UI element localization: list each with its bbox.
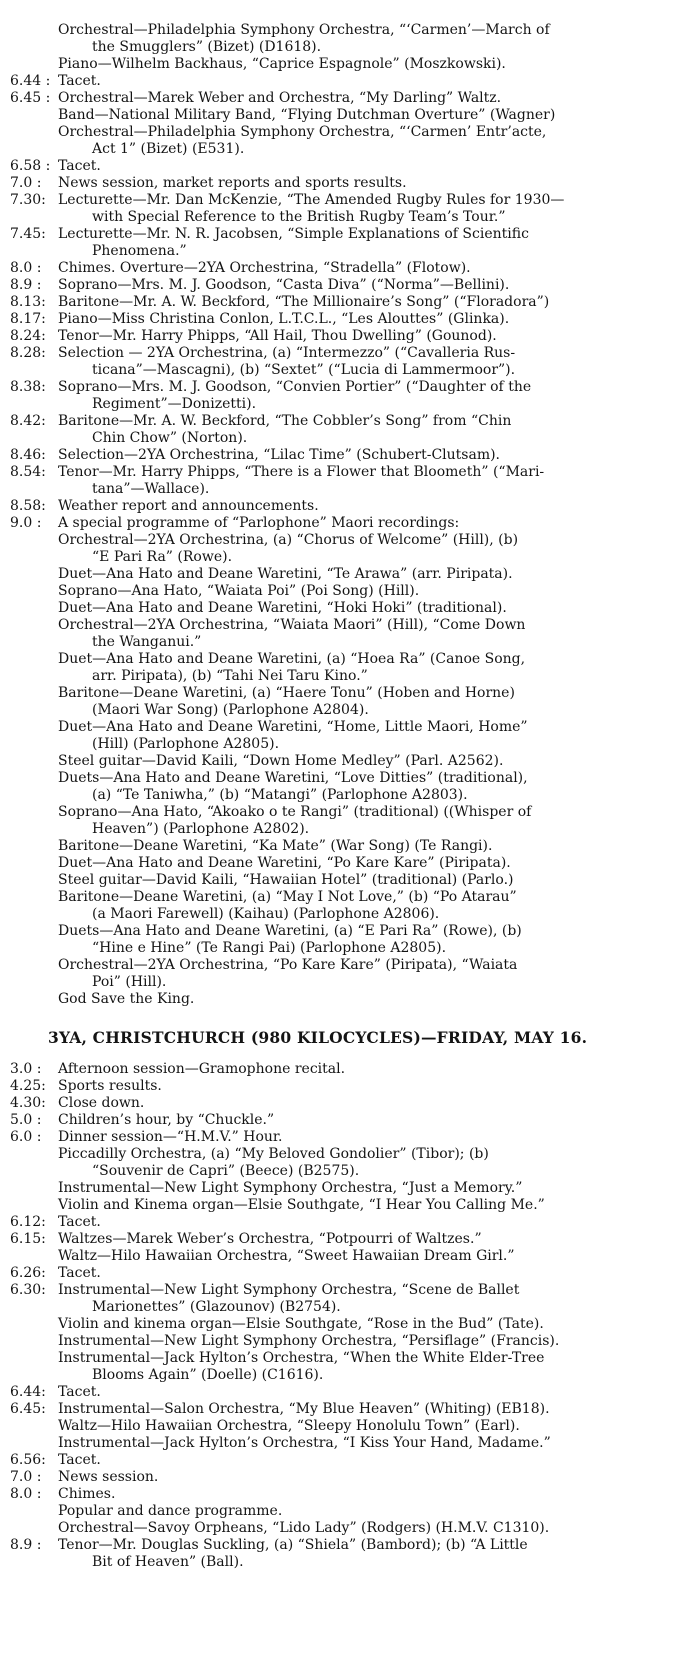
programme-line: Tacet.	[58, 1452, 101, 1468]
programme-line: Duet—Ana Hato and Deane Waretini, “Hoki Hoki” (traditional).	[58, 600, 507, 616]
time-label: 4.30:	[10, 1095, 46, 1111]
programme-line: “Hine e Hine” (Te Rangi Pai) (Parlophone A2805).	[92, 940, 447, 956]
programme-3ya	[10, 1061, 690, 1571]
time-label: 8.0 :	[10, 1486, 42, 1502]
programme-line: Selection—2YA Orchestrina, “Lilac Time” (Schubert-Clutsam).	[58, 447, 501, 463]
schedule-entry	[10, 90, 690, 158]
programme-line: Children’s hour, by “Chuckle.”	[58, 1112, 275, 1128]
programme-line: Chimes. Overture—2YA Orchestrina, “Stradella” (Flotow).	[58, 260, 471, 276]
programme-line: Bit of Heaven” (Ball).	[92, 1554, 244, 1570]
time-label: 6.45:	[10, 1401, 46, 1417]
programme-line: Instrumental—Jack Hylton’s Orchestra, “I Kiss Your Hand, Madame.”	[58, 1435, 551, 1451]
programme-line: Afternoon session—Gramophone recital.	[58, 1061, 346, 1077]
programme-line: Regiment”—Donizetti).	[92, 396, 257, 412]
schedule-entry	[10, 464, 690, 498]
schedule-entry	[10, 1112, 690, 1129]
programme-line: Instrumental—New Light Symphony Orchestra, “Persiflage” (Francis).	[58, 1333, 560, 1349]
schedule-entry	[10, 311, 690, 328]
programme-line: News session, market reports and sports results.	[58, 175, 407, 191]
schedule-entry	[10, 175, 690, 192]
programme-line: Baritone—Deane Waretini, (a) “Haere Tonu” (Hoben and Horne)	[58, 685, 515, 701]
programme-line: Waltz—Hilo Hawaiian Orchestra, “Sweet Hawaiian Dream Girl.”	[58, 1248, 515, 1264]
programme-line: Orchestral—Marek Weber and Orchestra, “My Darling” Waltz.	[58, 90, 502, 106]
time-label: 8.9 :	[10, 1537, 42, 1553]
programme-line: Soprano—Mrs. M. J. Goodson, “Convien Portier” (“Daughter of the	[58, 379, 532, 395]
programme-line: “Souvenir de Capri” (Beece) (B2575).	[92, 1163, 360, 1179]
time-label: 7.0 :	[10, 175, 42, 191]
programme-line: the Smugglers” (Bizet) (D1618).	[92, 39, 322, 55]
time-label: 6.56:	[10, 1452, 46, 1468]
schedule-entry	[10, 1401, 690, 1452]
schedule-entry	[10, 158, 690, 175]
programme-line: Waltz—Hilo Hawaiian Orchestra, “Sleepy Honolulu Town” (Earl).	[58, 1418, 520, 1434]
schedule-entry	[10, 1231, 690, 1265]
programme-line: Tacet.	[58, 1265, 101, 1281]
programme-line: Instrumental—Salon Orchestra, “My Blue Heaven” (Whiting) (EB18).	[58, 1401, 550, 1417]
time-label: 6.44 :	[10, 73, 51, 89]
programme-line: Duet—Ana Hato and Deane Waretini, (a) “Hoea Ra” (Canoe Song,	[58, 651, 526, 667]
time-label: 8.42:	[10, 413, 46, 429]
schedule-entry	[10, 294, 690, 311]
station-heading-3ya: 3YA, CHRISTCHURCH (980 KILOCYCLES)—FRIDAY, MAY 16.	[48, 1028, 588, 1047]
schedule-entry	[10, 345, 690, 379]
time-label: 8.24:	[10, 328, 46, 344]
programme-line: the Wanganui.”	[92, 634, 202, 650]
schedule-entry	[10, 379, 690, 413]
programme-line: Tenor—Mr. Harry Phipps, “There is a Flower that Bloometh” (“Mari-	[58, 464, 545, 480]
schedule-entry	[10, 1095, 690, 1112]
programme-line: Instrumental—New Light Symphony Orchestra, “Scene de Ballet	[58, 1282, 520, 1298]
programme-line: Duet—Ana Hato and Deane Waretini, “Po Kare Kare” (Piripata).	[58, 855, 511, 871]
programme-line: Sports results.	[58, 1078, 162, 1094]
programme-line: News session.	[58, 1469, 159, 1485]
schedule-entry	[10, 260, 690, 277]
time-label: 6.15:	[10, 1231, 46, 1247]
programme-line: (a Maori Farewell) (Kaihau) (Parlophone A2806).	[92, 906, 440, 922]
schedule-entry	[10, 1537, 690, 1571]
programme-line: Tacet.	[58, 1384, 101, 1400]
schedule-entry	[10, 498, 690, 515]
programme-line: Chimes.	[58, 1486, 116, 1502]
programme-line: Tacet.	[58, 1214, 101, 1230]
time-label: 3.0 :	[10, 1061, 42, 1077]
time-label: 9.0 :	[10, 515, 42, 531]
time-label: 4.25:	[10, 1078, 46, 1094]
programme-line: Piano—Wilhelm Backhaus, “Caprice Espagnole” (Moszkowski).	[58, 56, 506, 72]
schedule-entry	[10, 192, 690, 226]
programme-line: Soprano—Ana Hato, “Waiata Poi” (Poi Song) (Hill).	[58, 583, 420, 599]
schedule-entry	[10, 1486, 690, 1537]
schedule-entry	[10, 1469, 690, 1486]
time-label: 7.30:	[10, 192, 46, 208]
programme-line: Selection — 2YA Orchestrina, (a) “Intermezzo” (“Cavalleria Rus-	[58, 345, 516, 361]
programme-line: Tacet.	[58, 158, 101, 174]
schedule-entry	[10, 1214, 690, 1231]
time-label: 6.45 :	[10, 90, 51, 106]
time-label: 6.58 :	[10, 158, 51, 174]
programme-line: Close down.	[58, 1095, 145, 1111]
programme-line: Steel guitar—David Kaili, “Hawaiian Hotel” (traditional) (Parlo.)	[58, 872, 514, 888]
programme-line: Marionettes” (Glazounov) (B2754).	[92, 1299, 341, 1315]
programme-line: Tenor—Mr. Harry Phipps, “All Hail, Thou Dwelling” (Gounod).	[58, 328, 497, 344]
programme-line: Duets—Ana Hato and Deane Waretini, (a) “E Pari Ra” (Rowe), (b)	[58, 923, 522, 939]
programme-line: A special programme of “Parlophone” Maori recordings:	[58, 515, 460, 531]
programme-line: Instrumental—New Light Symphony Orchestra, “Just a Memory.”	[58, 1180, 523, 1196]
time-label: 6.44:	[10, 1384, 46, 1400]
time-label: 8.0 :	[10, 260, 42, 276]
programme-2ya-continued	[10, 22, 690, 1008]
programme-line: Popular and dance programme.	[58, 1503, 283, 1519]
programme-line: Weather report and announcements.	[58, 498, 319, 514]
schedule-entry	[10, 1265, 690, 1282]
time-label: 8.9 :	[10, 277, 42, 293]
programme-line: “E Pari Ra” (Rowe).	[92, 549, 233, 565]
programme-line: Baritone—Mr. A. W. Beckford, “The Millionaire’s Song” (“Floradora”)	[58, 294, 550, 310]
programme-line: Tenor—Mr. Douglas Suckling, (a) “Shiela” (Bambord); (b) “A Little	[58, 1537, 528, 1553]
programme-line: Lecturette—Mr. Dan McKenzie, “The Amended Rugby Rules for 1930—	[58, 192, 565, 208]
programme-line: Orchestral—Philadelphia Symphony Orchestra, “‘Carmen’—March of	[58, 22, 550, 38]
programme-line: Dinner session—“H.M.V.” Hour.	[58, 1129, 283, 1145]
schedule-entry	[10, 1061, 690, 1078]
schedule-entry	[10, 277, 690, 294]
programme-line: Act 1” (Bizet) (E531).	[92, 141, 245, 157]
programme-line: Duet—Ana Hato and Deane Waretini, “Home, Little Maori, Home”	[58, 719, 528, 735]
programme-line: Band—National Military Band, “Flying Dutchman Overture” (Wagner)	[58, 107, 556, 123]
programme-line: ticana”—Mascagni), (b) “Sextet” (“Lucia di Lammermoor”).	[92, 362, 516, 378]
programme-line: tana”—Wallace).	[92, 481, 210, 497]
time-label: 6.30:	[10, 1282, 46, 1298]
programme-line: Soprano—Ana Hato, “Akoako o te Rangi” (traditional) ((Whisper of	[58, 804, 532, 820]
programme-line: (Hill) (Parlophone A2805).	[92, 736, 280, 752]
schedule-entry	[10, 73, 690, 90]
programme-line: Orchestral—Philadelphia Symphony Orchestra, “‘Carmen’ Entr’acte,	[58, 124, 547, 140]
programme-line: Violin and kinema organ—Elsie Southgate, “Rose in the Bud” (Tate).	[58, 1316, 544, 1332]
programme-line: Baritone—Deane Waretini, “Ka Mate” (War Song) (Te Rangi).	[58, 838, 493, 854]
programme-line: Orchestral—2YA Orchestrina, (a) “Chorus of Welcome” (Hill), (b)	[58, 532, 519, 548]
programme-line: Lecturette—Mr. N. R. Jacobsen, “Simple Explanations of Scientific	[58, 226, 529, 242]
time-label: 8.17:	[10, 311, 46, 327]
programme-line: Tacet.	[58, 73, 101, 89]
programme-line: Violin and Kinema organ—Elsie Southgate, “I Hear You Calling Me.”	[58, 1197, 545, 1213]
programme-line: Baritone—Mr. A. W. Beckford, “The Cobbler’s Song” from “Chin	[58, 413, 512, 429]
programme-line: Piccadilly Orchestra, (a) “My Beloved Gondolier” (Tibor); (b)	[58, 1146, 489, 1162]
schedule-entry	[10, 447, 690, 464]
programme-line: arr. Piripata), (b) “Tahi Nei Taru Kino.”	[92, 668, 368, 684]
programme-line: Piano—Miss Christina Conlon, L.T.C.L., “Les Alouttes” (Glinka).	[58, 311, 510, 327]
time-label: 8.28:	[10, 345, 46, 361]
time-label: 6.0 :	[10, 1129, 42, 1145]
time-label: 8.54:	[10, 464, 46, 480]
schedule-entry	[10, 328, 690, 345]
time-label: 5.0 :	[10, 1112, 42, 1128]
schedule-entry	[10, 1078, 690, 1095]
time-label: 7.0 :	[10, 1469, 42, 1485]
schedule-entry	[10, 1282, 690, 1384]
programme-line: Heaven”) (Parlophone A2802).	[92, 821, 310, 837]
programme-line: Steel guitar—David Kaili, “Down Home Medley” (Parl. A2562).	[58, 753, 504, 769]
programme-line: Waltzes—Marek Weber’s Orchestra, “Potpourri of Waltzes.”	[58, 1231, 482, 1247]
programme-line: Phenomena.”	[92, 243, 187, 259]
time-label: 6.12:	[10, 1214, 46, 1230]
schedule-entry	[10, 413, 690, 447]
programme-line: Poi” (Hill).	[92, 974, 167, 990]
programme-line: Orchestral—2YA Orchestrina, “Waiata Maori” (Hill), “Come Down	[58, 617, 526, 633]
programme-line: (a) “Te Taniwha,” (b) “Matangi” (Parlophone A2803).	[92, 787, 468, 803]
programme-line: Blooms Again” (Doelle) (C1616).	[92, 1367, 324, 1383]
programme-line: Soprano—Mrs. M. J. Goodson, “Casta Diva” (“Norma”—Bellini).	[58, 277, 510, 293]
programme-line: God Save the King.	[58, 991, 195, 1007]
schedule-entry	[10, 22, 690, 73]
time-label: 8.13:	[10, 294, 46, 310]
time-label: 8.46:	[10, 447, 46, 463]
schedule-entry	[10, 226, 690, 260]
programme-line: Instrumental—Jack Hylton’s Orchestra, “When the White Elder-Tree	[58, 1350, 545, 1366]
programme-line: Orchestral—2YA Orchestrina, “Po Kare Kare” (Piripata), “Waiata	[58, 957, 518, 973]
schedule-entry	[10, 1129, 690, 1214]
programme-line: Baritone—Deane Waretini, (a) “May I Not Love,” (b) “Po Atarau”	[58, 889, 517, 905]
programme-line: Duet—Ana Hato and Deane Waretini, “Te Arawa” (arr. Piripata).	[58, 566, 513, 582]
schedule-entry	[10, 1452, 690, 1469]
time-label: 7.45:	[10, 226, 46, 242]
time-label: 6.26:	[10, 1265, 46, 1281]
programme-line: Duets—Ana Hato and Deane Waretini, “Love Ditties” (traditional),	[58, 770, 528, 786]
programme-line: Orchestral—Savoy Orpheans, “Lido Lady” (Rodgers) (H.M.V. C1310).	[58, 1520, 550, 1536]
programme-line: (Maori War Song) (Parlophone A2804).	[92, 702, 369, 718]
time-label: 8.38:	[10, 379, 46, 395]
schedule-entry	[10, 515, 690, 1008]
programme-line: with Special Reference to the British Rugby Team’s Tour.”	[92, 209, 506, 225]
schedule-entry	[10, 1384, 690, 1401]
programme-line: Chin Chow” (Norton).	[92, 430, 248, 446]
time-label: 8.58:	[10, 498, 46, 514]
